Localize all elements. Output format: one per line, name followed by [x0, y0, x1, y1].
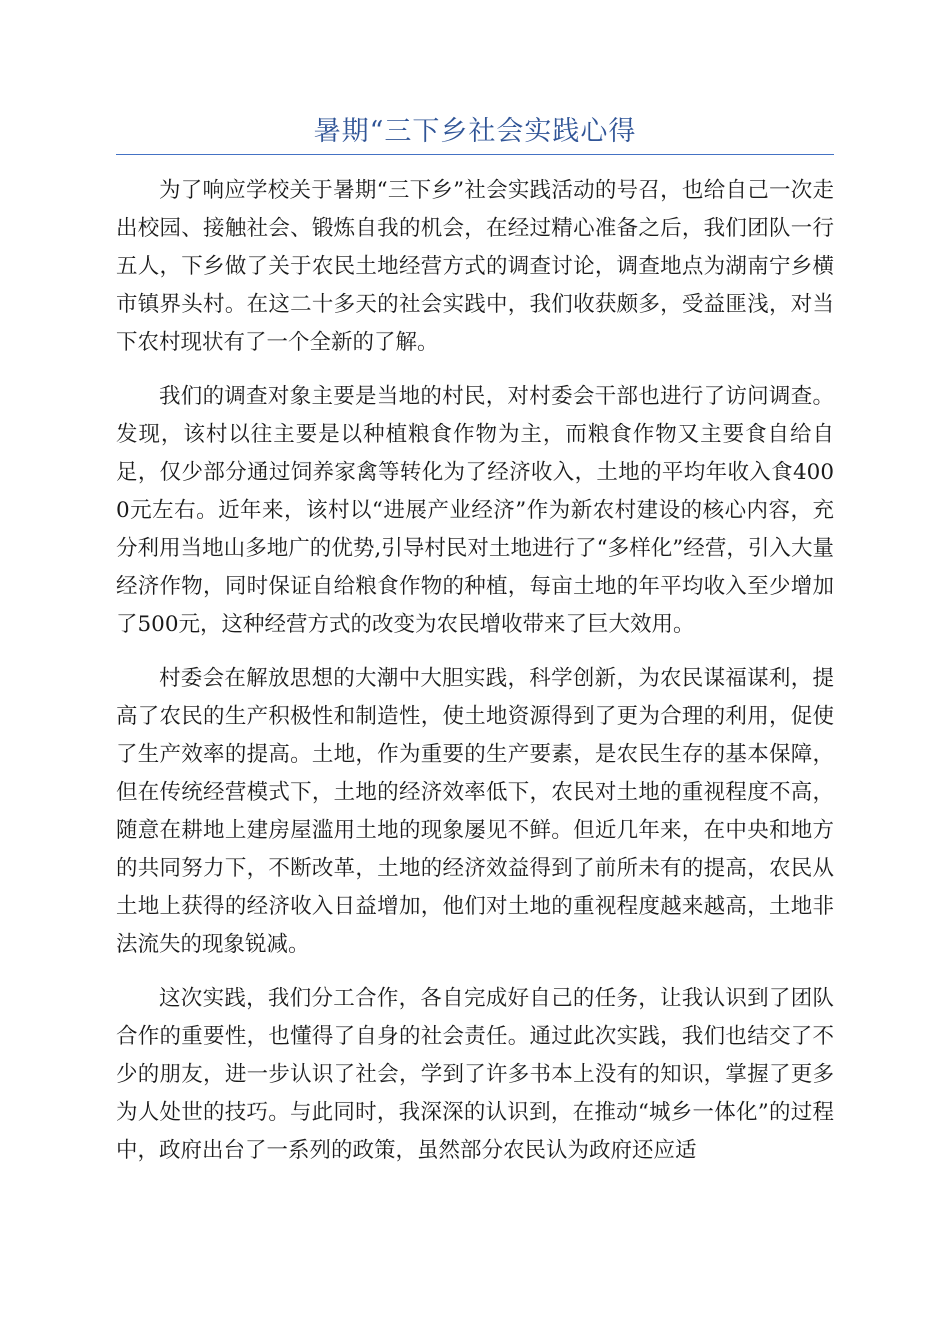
paragraph-4: 这次实践，我们分工合作，各自完成好自己的任务，让我认识到了团队合作的重要性，也懂得了自身的社会责任。通过此次实践，我们也结交了不少的朋友，进一步认识了社会，学到了许多书本上没有的知识，掌握了更多为人处世的技巧。与此同时，我深深的认识到，在推动“城乡一体化”的过程中，政府出台了一系列的政策，虽然部分农民认为政府还应适 — [116, 986, 834, 1163]
title-underline — [116, 154, 834, 155]
paragraph-3: 村委会在解放思想的大潮中大胆实践，科学创新，为农民谋福谋利，提高了农民的生产积极性和制造性，使土地资源得到了更为合理的利用，促使了生产效率的提高。土地，作为重要的生产要素，是农民生存的基本保障，但在传统经营模式下，土地的经济效率低下，农民对土地的重视程度不高，随意在耕地上建房屋滥用土地的现象屡见不鲜。但近几年来，在中央和地方的共同努力下，不断改革，土地的经济效益得到了前所未有的提高，农民从土地上获得的经济收入日益增加，他们对土地的重视程度越来越高，土地非法流失的现象锐减。 — [116, 666, 834, 957]
paragraph-2: 我们的调查对象主要是当地的村民，对村委会干部也进行了访问调查。发现，该村以往主要是以种植粮食作物为主，而粮食作物又主要食自给自足，仅少部分通过饲养家禽等转化为了经济收入，土地的平均年收入食4000元左右。近年来，该村以“进展产业经济”作为新农村建设的核心内容，充分利用当地山多地广的优势,引导村民对土地进行了“多样化”经营，引入大量经济作物，同时保证自给粮食作物的种植，每亩土地的年平均收入至少增加了500元，这种经营方式的改变为农民增收带来了巨大效用。 — [116, 384, 834, 637]
document-body — [116, 172, 834, 1186]
paragraph-1: 为了响应学校关于暑期“三下乡”社会实践活动的号召，也给自己一次走出校园、接触社会、锻炼自我的机会，在经过精心准备之后，我们团队一行五人，下乡做了关于农民土地经营方式的调查讨论，调查地点为湖南宁乡横市镇界头村。在这二十多天的社会实践中，我们收获颇多，受益匪浅，对当下农村现状有了一个全新的了解。 — [116, 178, 834, 355]
document-title: 暑期“三下乡社会实践心得 — [313, 116, 637, 147]
